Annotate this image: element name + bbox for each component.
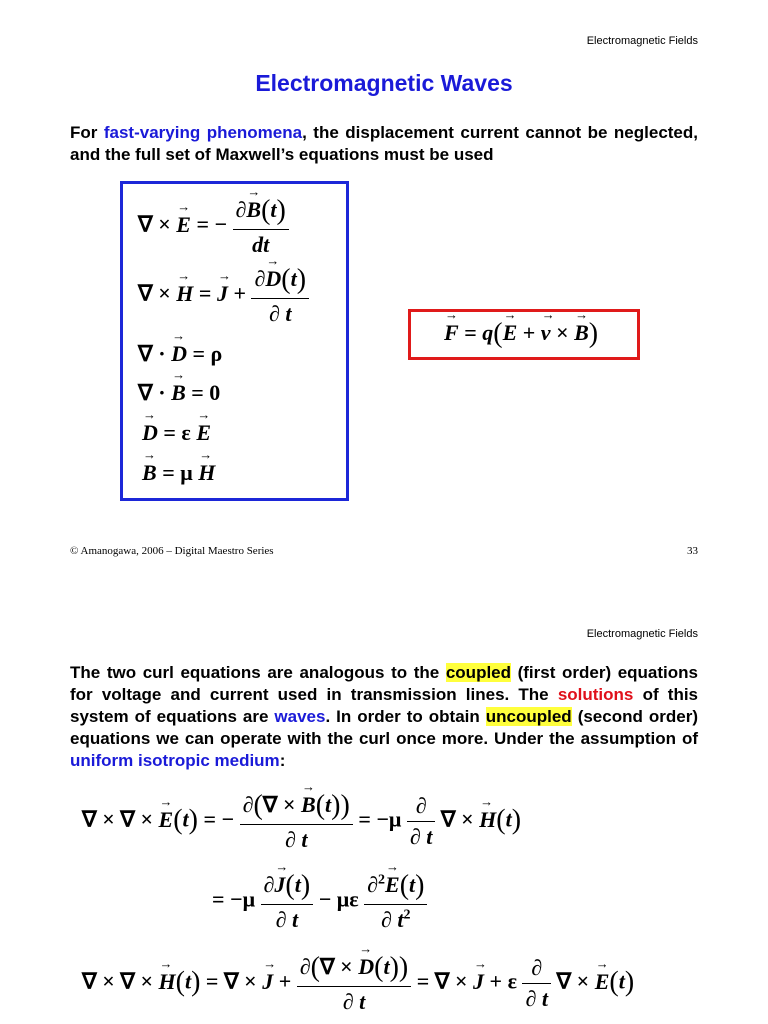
highlight-uncoupled: uncoupled xyxy=(485,707,572,726)
equation-faraday: ∇ × → E = − $\frac{\partial\to B(t)}{dt}$ xyxy=(138,195,289,258)
highlight-coupled: coupled xyxy=(445,663,512,682)
keyword-uniform-isotropic-medium: uniform isotropic medium xyxy=(70,751,280,770)
equation-curl-curl-e-expanded: = −μ $\frac{\partial\to J(t)}{\partial t}$ − με $\frac{\partial^2\to E(t)}{\partial t^2}$ xyxy=(212,870,427,933)
intro-paragraph: For fast-varying phenomena, the displacement current cannot be neglected, and the full set of Maxwell’s equations must be used xyxy=(70,123,698,164)
footer-copyright: © Amanogawa, 2006 – Digital Maestro Series xyxy=(70,545,274,557)
equation-constitutive-d: → D = ε → E xyxy=(142,420,211,446)
page-number: 33 xyxy=(687,545,698,557)
equation-curl-curl-e: ∇ × ∇ × → E(t) = − $\frac{\partial(\nabla \times \to B(t))}{\partial t}$ = −μ $\frac{\partial}{\partial t}$ ∇ × → H(t) xyxy=(82,790,521,853)
page-header-2: Electromagnetic Fields xyxy=(586,628,698,640)
equation-gauss-electric: ∇ · → D = ρ xyxy=(138,341,222,367)
equation-lorentz-force: → F = q(→ E + → v × → B) xyxy=(444,318,598,350)
body-paragraph: The two curl equations are analogous to the coupled (first order) equations for voltage and current used in transmission lines. The solutions of this system of equations are waves. In order to obtain uncoupled (second order) equations we can operate with the curl once more. Under the assumption of uniform isotropic medium: xyxy=(70,663,699,770)
keyword-waves: waves xyxy=(274,707,326,726)
slide-title: Electromagnetic Waves xyxy=(255,70,513,96)
keyword-fast-varying: fast-varying phenomena xyxy=(103,123,303,142)
equation-ampere: ∇ × → H = → J + $\frac{\partial\to D(t)}{\partial t}$ xyxy=(138,264,309,327)
equation-gauss-magnetic: ∇ · → B = 0 xyxy=(138,380,220,406)
equation-curl-curl-h: ∇ × ∇ × → H(t) = ∇ × → J + $\frac{\partial(\nabla \times \to D(t))}{\partial t}$ = ∇ × → J + ε $\frac{\partial}{\partial t}$ ∇ × → E(t) xyxy=(82,952,634,1015)
equation-constitutive-b: → B = μ → H xyxy=(142,460,215,486)
keyword-solutions: solutions xyxy=(557,685,634,704)
page-header: Electromagnetic Fields xyxy=(586,35,698,47)
